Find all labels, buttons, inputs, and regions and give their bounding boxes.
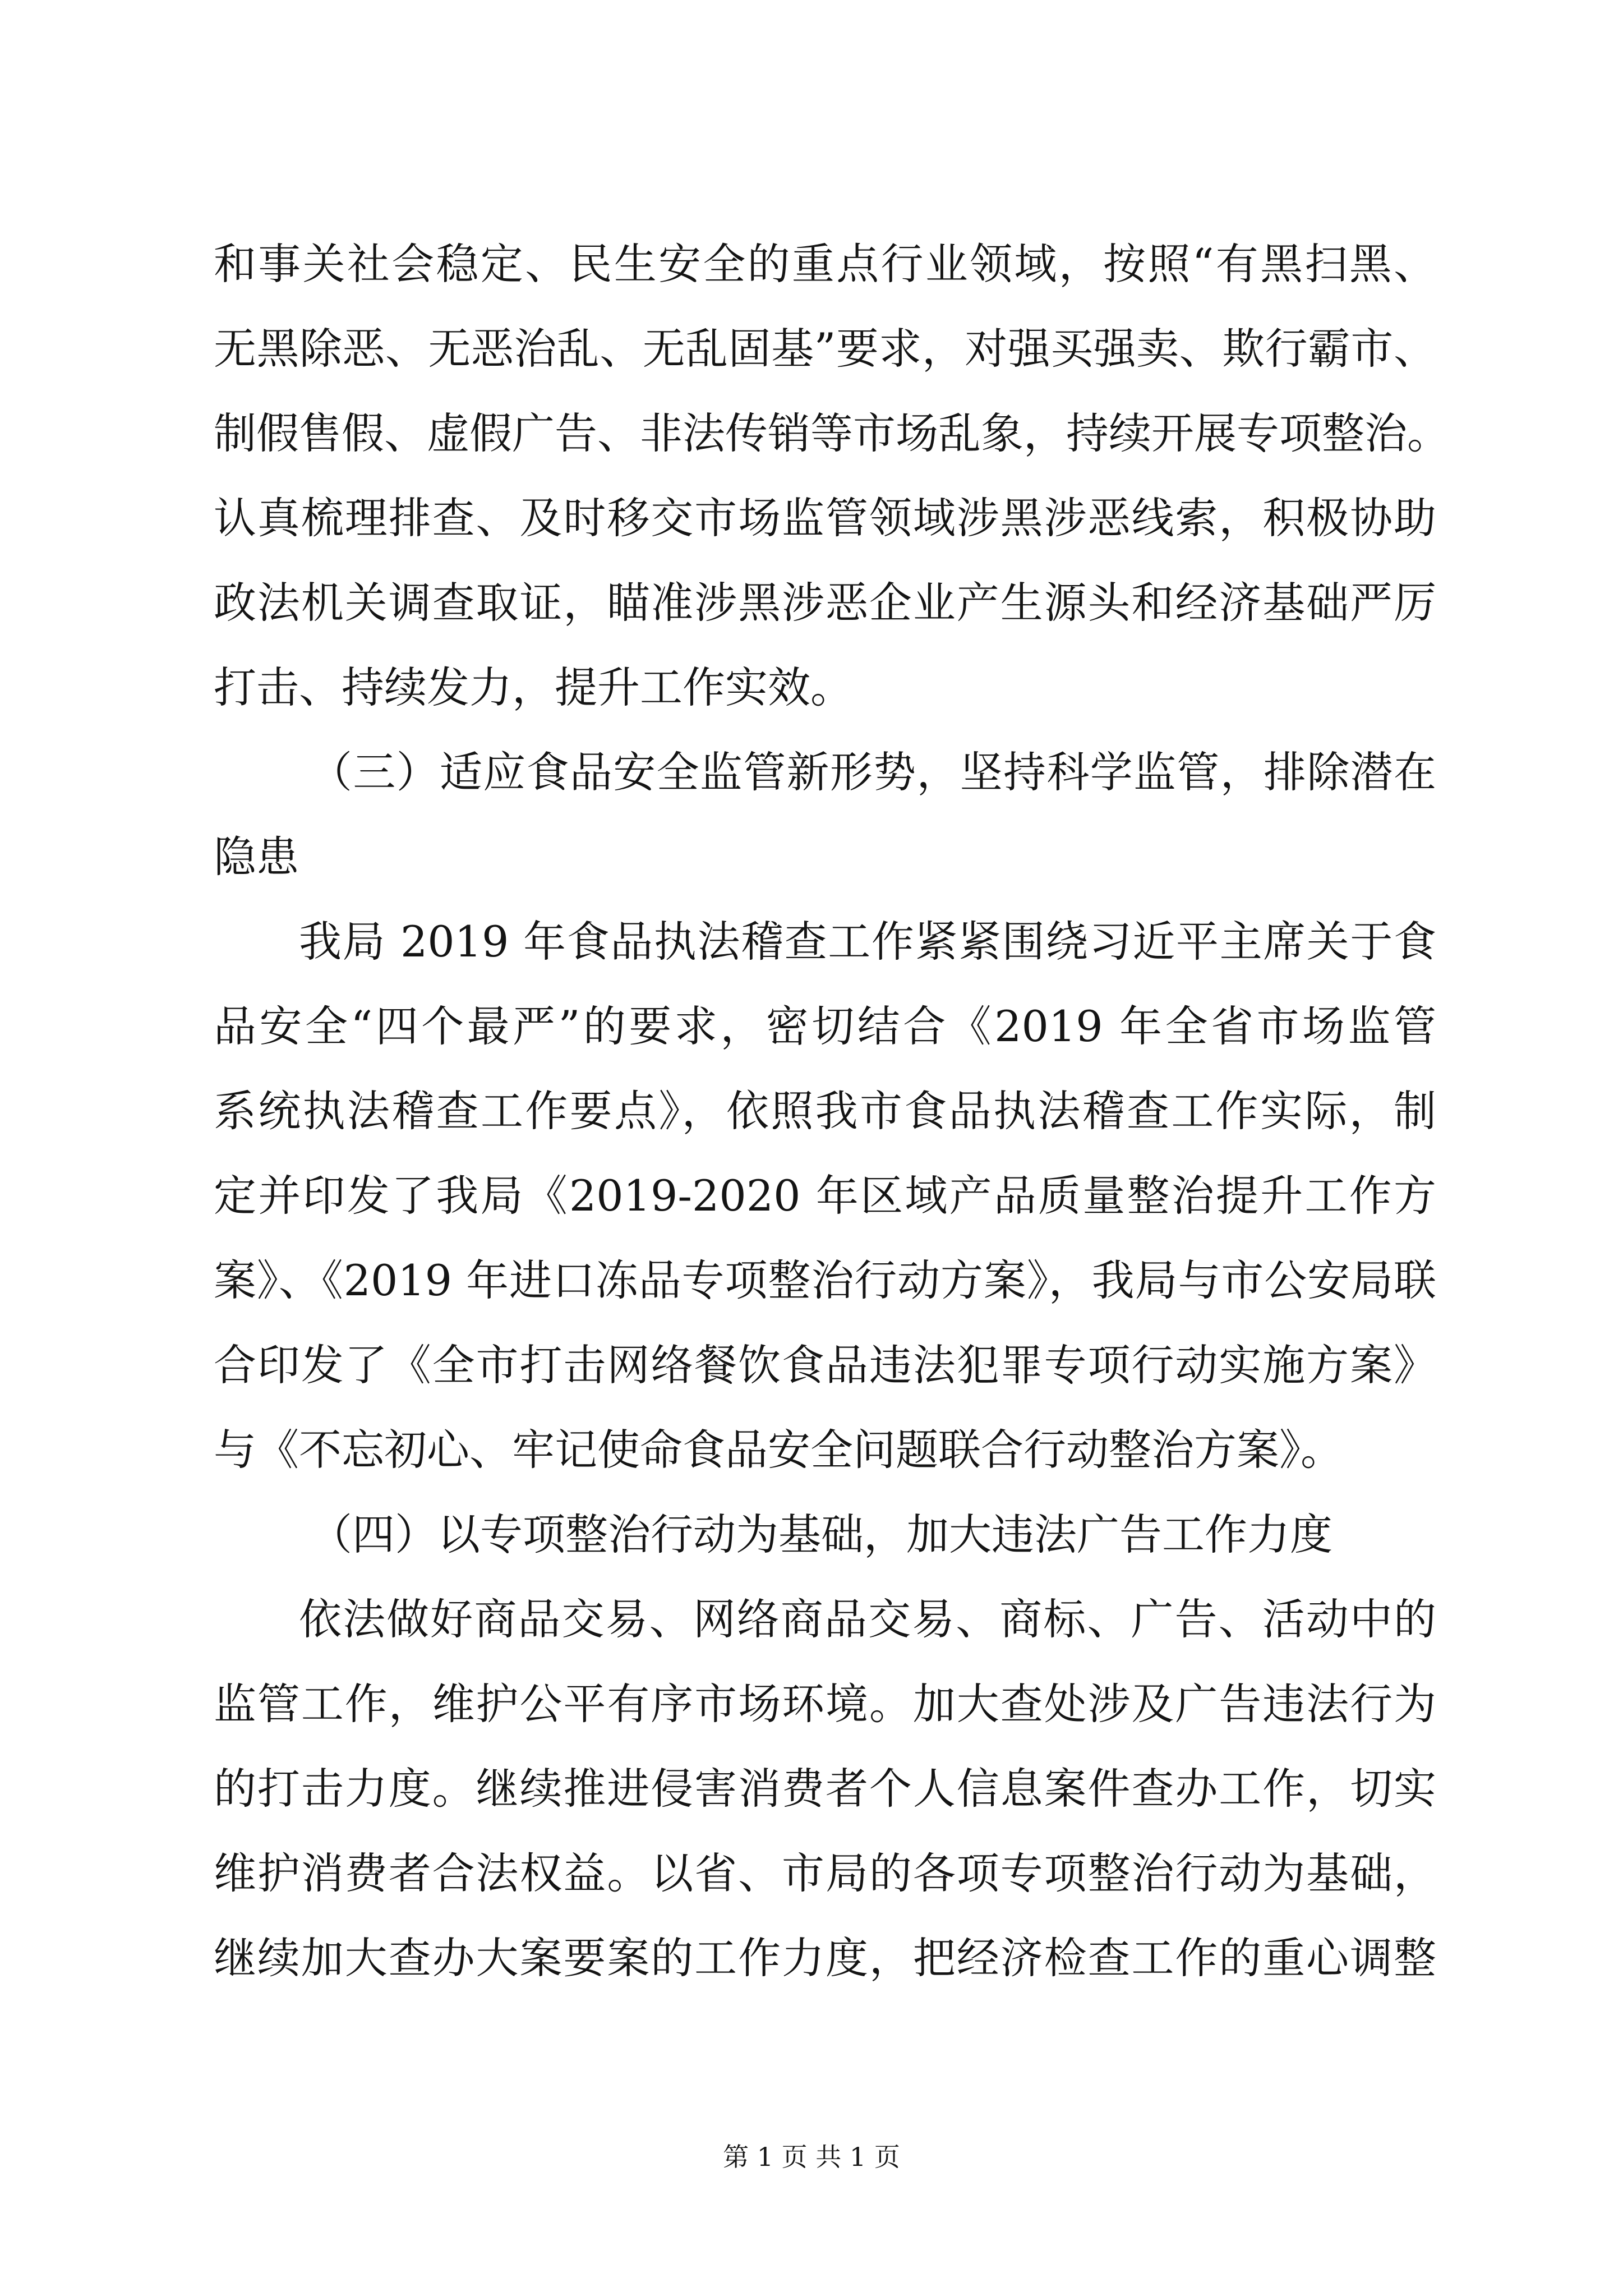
body-text-line: 监管工作，维护公平有序市场环境。加大查处涉及广告违法行为 <box>214 1679 1436 1729</box>
body-text-line: 与《不忘初心、牢记使命食品安全问题联合行动整治方案》。 <box>214 1425 1343 1475</box>
body-text-line: 案》、《2019 年进口冻品专项整治行动方案》，我局与市公安局联 <box>214 1255 1436 1305</box>
body-text-line: 系统执法稽查工作要点》，依照我市食品执法稽查工作实际，制 <box>214 1086 1436 1136</box>
section-heading: （四）以专项整治行动为基础，加大违法广告工作力度 <box>310 1510 1332 1559</box>
section-heading: （三）适应食品安全监管新形势，坚持科学监管，排除潜在 <box>310 747 1436 797</box>
body-text-line: 无黑除恶、无恶治乱、无乱固基”要求，对强买强卖、欺行霸市、 <box>214 324 1436 374</box>
body-text-line: 品安全“四个最严”的要求，密切结合《2019 年全省市场监管 <box>214 1001 1436 1051</box>
paragraph-first-line: 我局 2019 年食品执法稽查工作紧紧围绕习近平主席关于食 <box>299 917 1436 967</box>
body-text-line: 和事关社会稳定、民生安全的重点行业领域，按照“有黑扫黑、 <box>214 239 1436 289</box>
page-footer: 第 1 页 共 1 页 <box>723 2142 900 2172</box>
paragraph-first-line: 依法做好商品交易、网络商品交易、商标、广告、活动中的 <box>299 1594 1436 1644</box>
body-text-line: 定并印发了我局《2019-2020 年区域产品质量整治提升工作方 <box>214 1171 1436 1221</box>
body-text-line: 的打击力度。继续推进侵害消费者个人信息案件查办工作，切实 <box>214 1764 1436 1814</box>
body-text-line: 维护消费者合法权益。以省、市局的各项专项整治行动为基础， <box>214 1848 1436 1898</box>
body-text-line: 合印发了《全市打击网络餐饮食品违法犯罪专项行动实施方案》 <box>214 1340 1436 1390</box>
body-text-line: 政法机关调查取证，瞄准涉黑涉恶企业产生源头和经济基础严厉 <box>214 578 1436 628</box>
body-text-line: 制假售假、虚假广告、非法传销等市场乱象，持续开展专项整治。 <box>214 408 1450 458</box>
section-heading-continued: 隐患 <box>214 832 299 882</box>
body-text-line: 认真梳理排查、及时移交市场监管领域涉黑涉恶线索，积极协助 <box>214 493 1436 543</box>
body-text-line: 打击、持续发力，提升工作实效。 <box>214 662 853 712</box>
body-text-line: 继续加大查办大案要案的工作力度，把经济检查工作的重心调整 <box>214 1933 1436 1983</box>
